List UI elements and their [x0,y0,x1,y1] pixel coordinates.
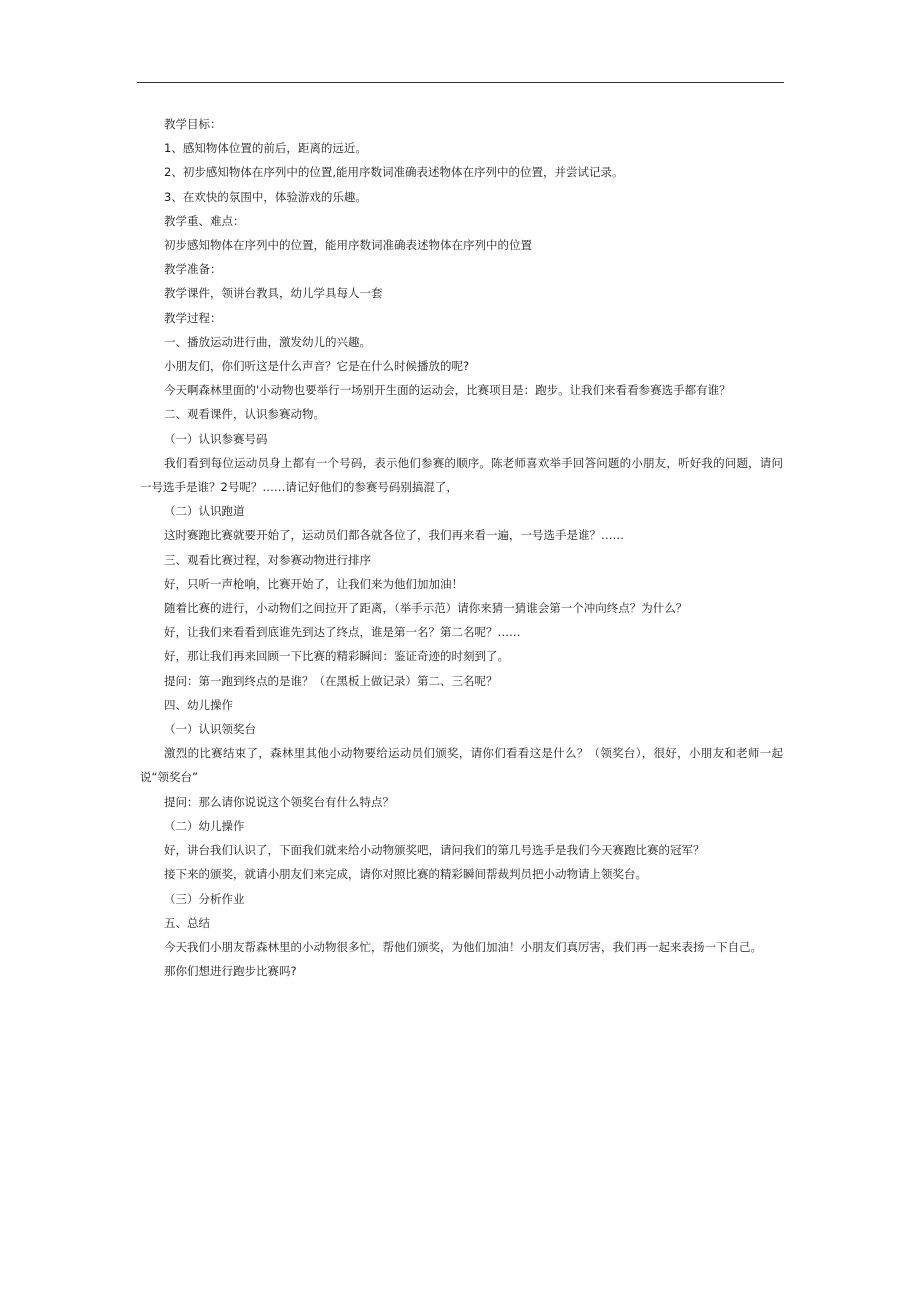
paragraph: （二）认识跑道 [164,504,245,519]
paragraph: 我们看到每位运动员身上都有一个号码，表示他们参赛的顺序。陈老师喜欢举手回答问题的小朋友，听好我的问题，请问一号选手是谁？2号呢？……请记好他们的参赛号码别搞混了， [140,455,783,495]
paragraph: 今天我们小朋友帮森林里的小动物很多忙，帮他们颁奖，为他们加油！小朋友们真厉害，我们再一起来表扬一下自己。 [164,939,762,954]
paragraph: 激烈的比赛结束了，森林里其他小动物要给运动员们颁奖，请你们看看这是什么？（领奖台），很好，小朋友和老师一起说“领奖台” [140,746,783,785]
paragraph: 教学准备： [164,262,222,277]
paragraph: 教学重、难点： [164,213,245,228]
paragraph: 2、初步感知物体在序列中的位置,能用序数词准确表述物体在序列中的位置，并尝试记录。 [164,165,624,180]
header-rule [137,82,784,83]
paragraph: 教学目标： [164,117,222,131]
paragraph: （一）认识领奖台 [164,722,256,737]
paragraph: 教学过程： [164,310,222,325]
paragraph: 小朋友们，你们听这是什么声音？它是在什么时候播放的呢? [164,359,470,374]
paragraph: 好，讲台我们认识了，下面我们就来给小动物颁奖吧，请问我们的第几号选手是我们今天赛跑比赛的冠军？ [164,843,705,858]
paragraph: （三）分析作业 [164,891,245,906]
paragraph: 好，那让我们再来回顾一下比赛的精彩瞬间：鉴证奇迹的时刻到了。 [164,649,509,664]
paragraph: 3、在欢快的氛围中，体验游戏的乐趣。 [164,189,367,204]
paragraph: 初步感知物体在序列中的位置，能用序数词准确表述物体在序列中的位置 [164,238,532,253]
paragraph: 五、总结 [164,915,210,930]
paragraph: （一）认识参赛号码 [164,431,268,446]
document-body [140,112,783,983]
paragraph: （二）幼儿操作 [164,818,245,833]
paragraph: 这时赛跑比赛就要开始了，运动员们都各就各位了，我们再来看一遍，一号选手是谁？…… [164,528,624,543]
paragraph: 四、幼儿操作 [164,697,233,712]
paragraph: 一、播放运动进行曲，激发幼儿的兴趣。 [164,334,371,349]
paragraph: 接下来的颁奖，就请小朋友们来完成，请你对照比赛的精彩瞬间帮裁判员把小动物请上领奖台。 [164,867,647,882]
paragraph: 1、感知物体位置的前后，距离的远近。 [164,141,367,156]
paragraph: 提问：第一跑到终点的是谁？（在黑板上做记录）第二、三名呢？ [164,673,498,688]
paragraph: 随着比赛的进行，小动物们之间拉开了距离，（举手示范）请你来猜一猜谁会第一个冲向终点？为什么？ [164,601,688,616]
paragraph: 提问：那么请你说说这个领奖台有什么特点？ [164,794,394,809]
paragraph: 好，让我们来看看到底谁先到达了终点，谁是第一名？第二名呢？…… [164,625,521,640]
paragraph: 教学课件，领讲台教具，幼儿学具每人一套 [164,286,383,301]
paragraph: 那你们想进行跑步比赛吗? [164,964,297,979]
paragraph: 二、观看课件，认识参赛动物。 [164,407,325,422]
paragraph: 今天啊森林里面的'小动物也要举行一场别开生面的运动会，比赛项目是：跑步。让我们来看看参赛选手都有谁？ [164,383,731,398]
paragraph: 好，只听一声枪响，比赛开始了，让我们来为他们加加油！ [164,576,463,591]
paragraph: 三、观看比赛过程，对参赛动物进行排序 [164,552,371,567]
